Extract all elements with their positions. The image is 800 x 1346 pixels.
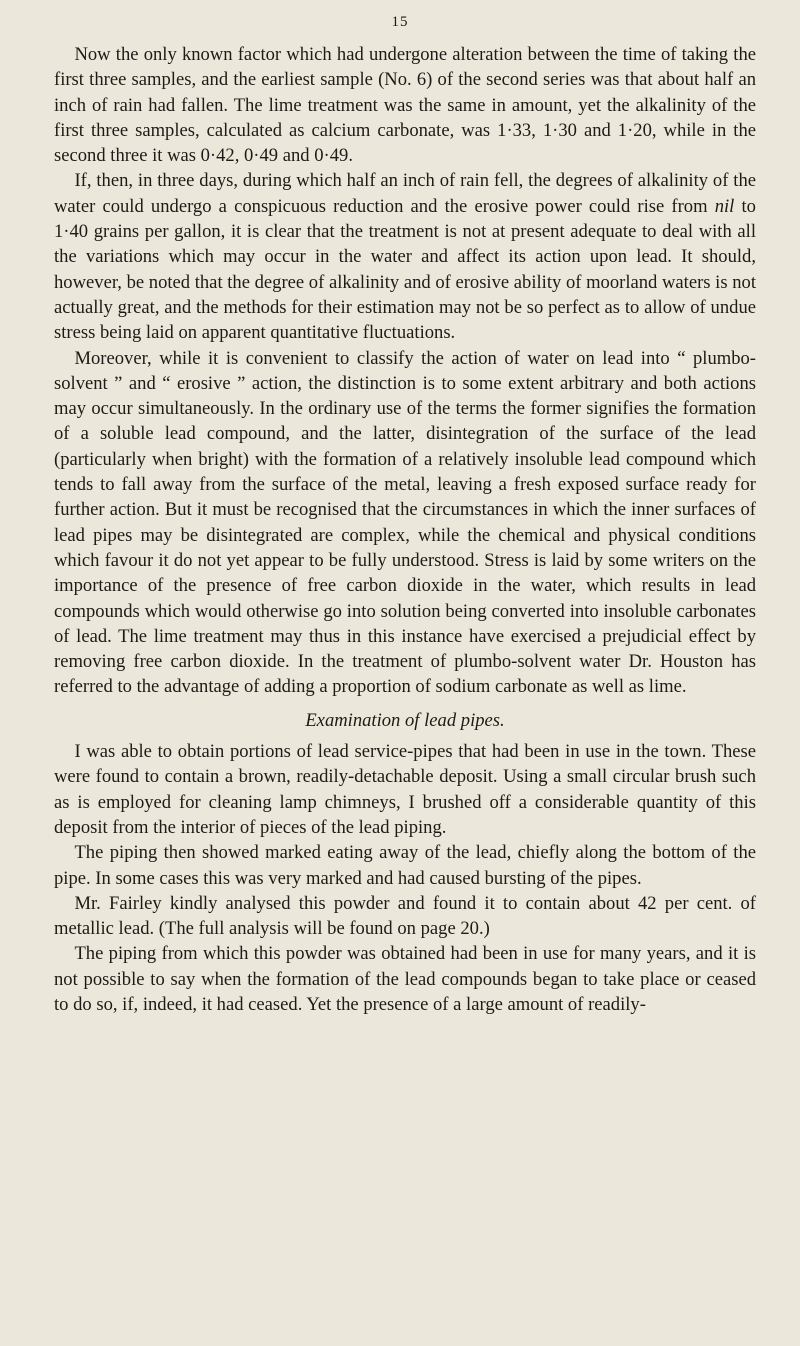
paragraph-text: If, then, in three days, during which half an inch of rain fell, the degrees of alkalinity of the water could undergo a conspicuous reduction and the erosive power could rise from bbox=[54, 170, 756, 217]
paragraph bbox=[54, 739, 756, 840]
paragraph-text: The piping then showed marked eating away of the lead, chiefly along the bottom of the pipe. In some cases this was very marked and had caused bursting of the pipes. bbox=[54, 842, 756, 889]
section-heading: Examination of lead pipes. bbox=[305, 709, 505, 731]
paragraph bbox=[54, 891, 756, 942]
page-number: 15 bbox=[391, 14, 409, 30]
paragraph-text: The piping from which this powder was obtained had been in use for many years, and it is not possible to say when the formation of the lead compounds began to take place or ceased to do so, if, indeed, it had ceased. Yet the presence of a large amount of readily- bbox=[54, 943, 756, 1015]
paragraph-text: to 1·40 grains per gallon, it is clear that the treatment is not at present adequate to deal with all the variations which may occur in the water and affect its action upon lead. It should, however, be noted that the degree of alkalinity and of erosive ability of moorland waters is not actually great, and the methods for their estimation may not be so perfect as to allow of undue stress being laid on apparent quantitative fluctuations. bbox=[54, 195, 756, 344]
paragraph bbox=[54, 346, 756, 700]
paragraph-text: Now the only known factor which had undergone alteration between the time of taking the first three samples, and the earliest sample (No. 6) of the second series was that about half an inch of rain had fallen. The lime treatment was the same in amount, yet the alkalinity of the first three samples, calculated as calcium carbonate, was 1·33, 1·30 and 1·20, while in the second three it was 0·42, 0·49 and 0·49. bbox=[54, 44, 756, 167]
paragraph-text: I was able to obtain portions of lead service-pipes that had been in use in the town. These were found to contain a brown, readily-detachable deposit. Using a small circular brush such as is employed for cleaning lamp chimneys, I brushed off a considerable quantity of this deposit from the interior of pieces of the lead piping. bbox=[54, 741, 756, 838]
body-text bbox=[54, 42, 756, 1017]
italic-term: nil bbox=[714, 195, 735, 217]
paragraph bbox=[54, 941, 756, 1017]
paragraph-text: Mr. Fairley kindly analysed this powder and found it to contain about 42 per cent. of metallic lead. (The full analysis will be found on page 20.) bbox=[54, 892, 756, 940]
paragraph-text: Moreover, while it is convenient to classify the action of water on lead into “ plumbo-solvent ” and “ erosive ” action, the distinction is to some extent arbitrary and both actions may occur simultaneously. In the ordinary use of the terms the former signifies the formation of a soluble lead compound, and the latter, disintegration of the surface of the lead (particularly when bright) with the formation of a relatively insoluble lead compound which tends to fall away from the surface of the metal, leaving a fresh exposed surface ready for further action. But it must be recognised that the circumstances in which the inner surfaces of lead pipes may be disintegrated are complex, while the chemical and physical conditions which favour it do not yet appear to be fully understood. Stress is laid by some writers on the importance of the presence of free carbon dioxide in the water, which results in lead compounds which would otherwise go into solution being converted into insoluble carbonates of lead. The lime treatment may thus in this instance have exercised a prejudicial effect by removing free carbon dioxide. In the treatment of plumbo-solvent water Dr. Houston has referred to the advantage of adding a proportion of sodium carbonate as well as lime. bbox=[54, 347, 756, 698]
paragraph bbox=[54, 42, 756, 168]
paragraph bbox=[54, 840, 756, 891]
paragraph bbox=[54, 168, 756, 345]
